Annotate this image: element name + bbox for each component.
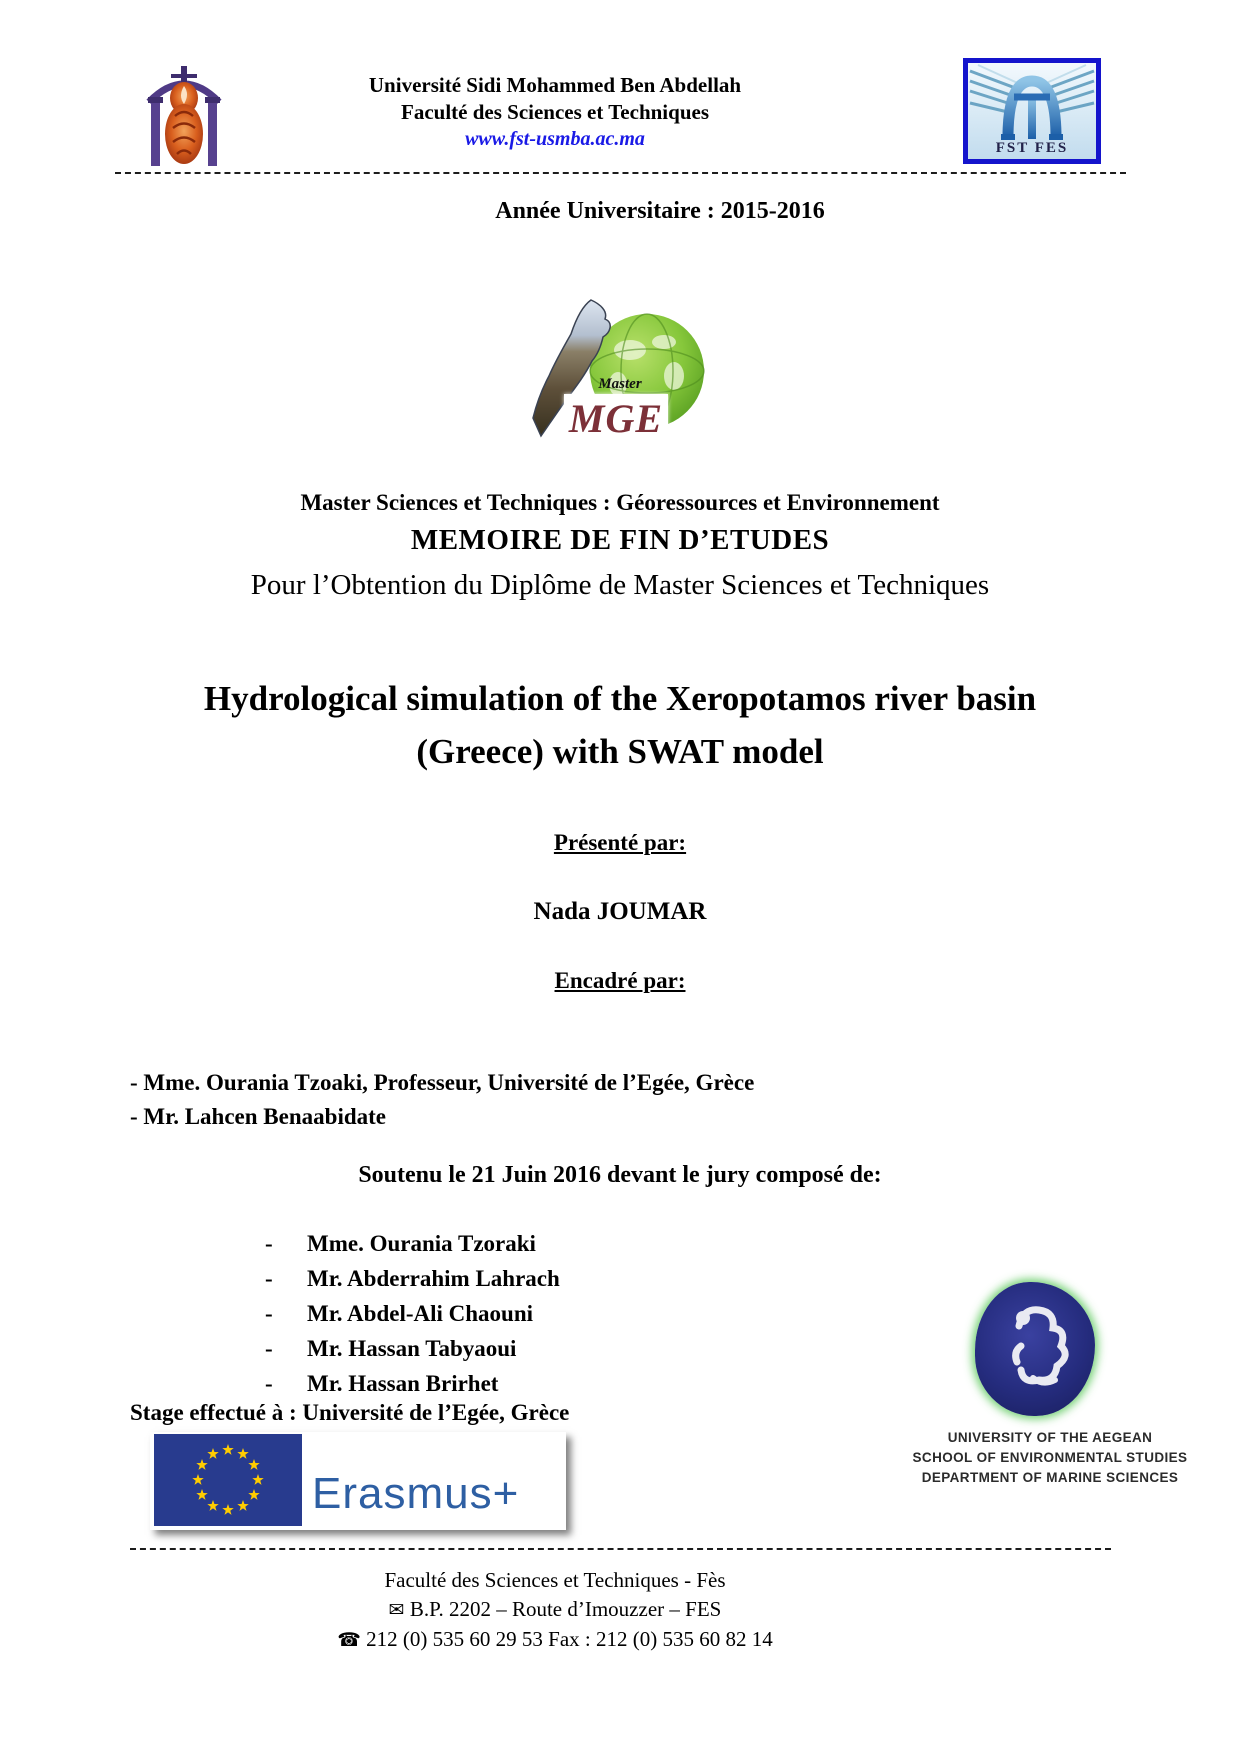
footer-faculty-line: Faculté des Sciences et Techniques - Fès <box>384 1568 726 1592</box>
internship-location: Stage effectué à : Université de l’Egée, Grèce <box>130 1400 570 1425</box>
website-link[interactable]: www.fst-usmba.ac.ma <box>465 128 645 150</box>
university-name: Université Sidi Mohammed Ben Abdellah <box>368 73 742 97</box>
program-name: Master Sciences et Techniques : Géoressources et Environnement <box>300 490 940 515</box>
jury-member-name: Mme. Ourania Tzoraki <box>307 1230 536 1256</box>
footer-phone-text: 212 (0) 535 60 29 53 Fax : 212 (0) 535 60 82 14 <box>366 1627 773 1651</box>
mge-acronym: MGE <box>568 396 664 441</box>
defense-statement: Soutenu le 21 Juin 2016 devant le jury composé de: <box>358 1162 882 1188</box>
supervisor-item: - Mme. Ourania Tzoaki, Professeur, Université de l’Egée, Grèce <box>130 1070 755 1095</box>
header-text-block <box>150 72 960 153</box>
faculty-name: Faculté des Sciences et Techniques <box>401 100 709 124</box>
jury-bullet: - <box>265 1335 273 1361</box>
separator-top <box>115 172 1126 174</box>
aegean-sphinx-icon <box>975 1282 1095 1416</box>
footer-address-line <box>0 1595 1110 1625</box>
supervisor-list <box>130 1066 1080 1134</box>
mge-master-logo <box>528 296 713 458</box>
footer-contact-block <box>0 1566 1110 1655</box>
jury-member-row <box>265 1226 560 1261</box>
fst-fes-logo <box>963 58 1101 164</box>
author-name: Nada JOUMAR <box>533 898 707 925</box>
jury-member-name: Mr. Hassan Tabyaoui <box>307 1335 517 1361</box>
aegean-university-line: UNIVERSITY OF THE AEGEAN <box>947 1430 1153 1445</box>
jury-bullet: - <box>265 1370 273 1396</box>
jury-member-row <box>265 1296 560 1331</box>
degree-purpose: Pour l’Obtention du Diplôme de Master Sciences et Techniques <box>250 569 990 601</box>
fst-logo-caption: FST FES <box>995 140 1069 156</box>
jury-member-name: Mr. Abderrahim Lahrach <box>307 1265 560 1291</box>
jury-list <box>265 1226 560 1401</box>
aegean-coin-icon <box>975 1282 1095 1416</box>
jury-member-row <box>265 1331 560 1366</box>
footer-phone-line <box>0 1625 1110 1655</box>
aegean-school-line: SCHOOL OF ENVIRONMENTAL STUDIES <box>912 1450 1188 1465</box>
document-type: MEMOIRE DE FIN D’ETUDES <box>410 524 830 556</box>
mge-acronym-box <box>564 394 668 444</box>
eu-flag-icon <box>154 1434 302 1526</box>
jury-bullet: - <box>265 1230 273 1256</box>
jury-member-row <box>265 1366 560 1401</box>
thesis-title: Hydrological simulation of the Xeropotamos river basin (Greece) with SWAT model <box>203 679 1037 771</box>
supervisor-item: - Mr. Lahcen Benaabidate <box>130 1104 386 1129</box>
erasmus-plus-label: Erasmus+ <box>312 1469 520 1518</box>
envelope-icon: ✉ <box>388 1599 405 1621</box>
aegean-caption <box>860 1428 1240 1488</box>
jury-bullet: - <box>265 1300 273 1326</box>
footer-address-text: B.P. 2202 – Route d’Imouzzer – FES <box>409 1597 722 1621</box>
aegean-department-line: DEPARTMENT OF MARINE SCIENCES <box>921 1470 1179 1485</box>
jury-member-row <box>265 1261 560 1296</box>
presented-by-label: Présenté par: <box>553 830 687 855</box>
telephone-icon: ☎ <box>337 1629 361 1651</box>
erasmus-plus-logo <box>150 1432 566 1530</box>
supervised-by-label: Encadré par: <box>554 968 686 993</box>
separator-bottom <box>130 1548 1111 1550</box>
jury-member-name: Mr. Hassan Brirhet <box>307 1370 499 1396</box>
jury-member-name: Mr. Abdel-Ali Chaouni <box>307 1300 534 1326</box>
mge-master-label: Master <box>598 376 642 392</box>
academic-year: Année Universitaire : 2015-2016 <box>495 198 825 224</box>
jury-bullet: - <box>265 1265 273 1291</box>
